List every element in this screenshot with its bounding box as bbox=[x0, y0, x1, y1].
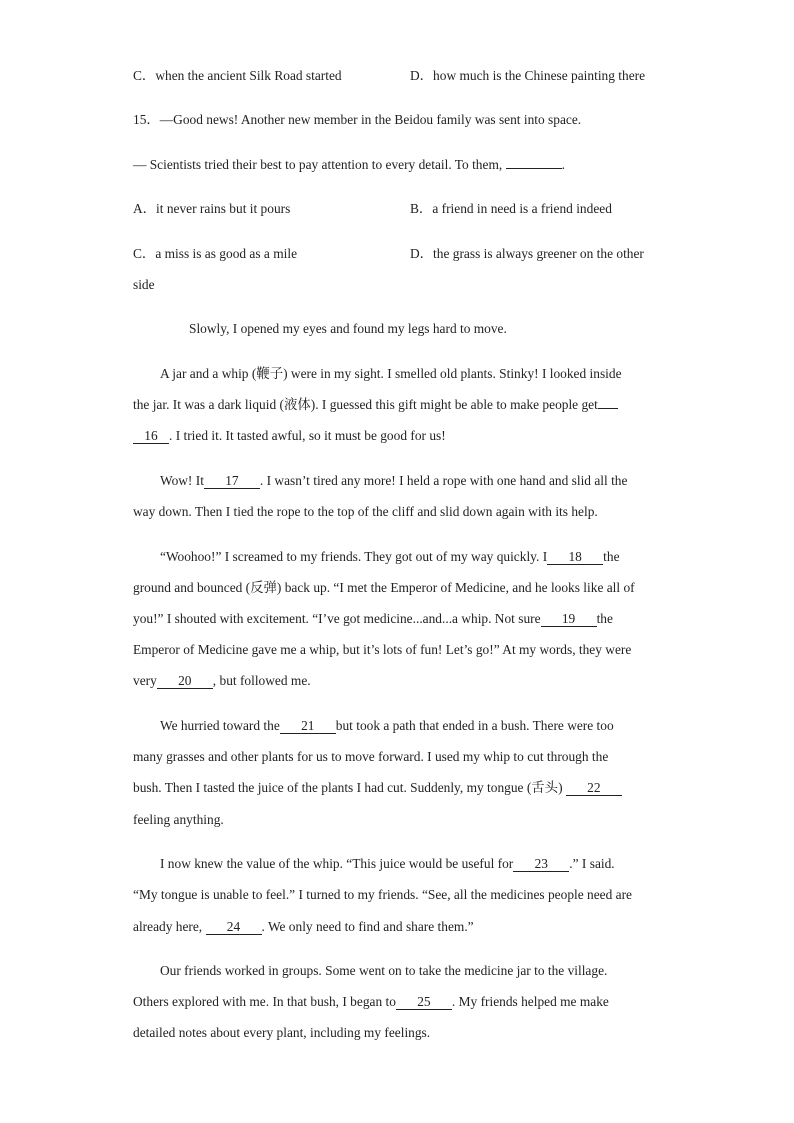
blank-16-lead bbox=[598, 408, 618, 409]
q15-option-d: D．the grass is always greener on the other bbox=[410, 246, 644, 261]
q15-answer-blank bbox=[506, 168, 562, 169]
passage-p4-line-1: “Woohoo!” I screamed to my friends. They got out of my way quickly. I 18 the bbox=[160, 549, 620, 564]
blank-25: 25 bbox=[396, 994, 452, 1010]
passage-p7-line-2: Others explored with me. In that bush, I began to 25 . My friends helped me make bbox=[133, 994, 609, 1009]
passage-p7-line-3: detailed notes about every plant, including my feelings. bbox=[133, 1025, 431, 1040]
passage-p6-line-1: I now knew the value of the whip. “This juice would be useful for 23 .” I said. bbox=[160, 856, 615, 871]
passage-p5-line-2: many grasses and other plants for us to move forward. I used my whip to cut through the bbox=[133, 749, 609, 764]
q15-option-c: C．a miss is as good as a mile bbox=[133, 246, 298, 261]
passage-p4-line-4: Emperor of Medicine gave me a whip, but it’s lots of fun! Let’s go!” At my words, they were bbox=[133, 642, 632, 657]
q15-option-b: B．a friend in need is a friend indeed bbox=[410, 201, 612, 216]
blank-18: 18 bbox=[547, 549, 603, 565]
passage-p5-line-3: bush. Then I tasted the juice of the plants I had cut. Suddenly, my tongue (舌头) 22 bbox=[133, 780, 622, 796]
passage-p6-line-3: already here, 24 . We only need to find and share them.” bbox=[133, 919, 474, 934]
question-14-options-row bbox=[133, 68, 693, 84]
passage-p4-line-5: very 20 , but followed me. bbox=[133, 673, 311, 688]
question-15-stem: 15．—Good news! Another new member in the Beidou family was sent into space. bbox=[133, 112, 582, 127]
passage-p7-line-1: Our friends worked in groups. Some went on to take the medicine jar to the village. bbox=[160, 963, 608, 978]
passage-p5-line-4: feeling anything. bbox=[133, 812, 224, 827]
blank-21: 21 bbox=[280, 718, 336, 734]
q14-option-d: D．how much is the Chinese painting there bbox=[410, 68, 646, 83]
blank-24: 24 bbox=[206, 919, 262, 935]
blank-19: 19 bbox=[541, 611, 597, 627]
passage-p5-line-1: We hurried toward the 21 but took a path that ended in a bush. There were too bbox=[160, 718, 614, 733]
blank-16: 16 bbox=[133, 428, 169, 444]
blank-20: 20 bbox=[157, 673, 213, 689]
q15-option-d-continued: side bbox=[133, 277, 155, 292]
question-15-reply: — Scientists tried their best to pay attention to every detail. To them, . bbox=[133, 157, 565, 172]
q15-options-row-1 bbox=[133, 201, 693, 217]
q15-options-row-2 bbox=[133, 246, 693, 262]
passage-p2-line-1: A jar and a whip (鞭子) were in my sight. I smelled old plants. Stinky! I looked inside bbox=[160, 366, 622, 381]
blank-23: 23 bbox=[513, 856, 569, 872]
passage-p2-line-2: the jar. It was a dark liquid (液体). I guessed this gift might be able to make people get bbox=[133, 397, 618, 413]
q15-option-a: A．it never rains but it pours bbox=[133, 201, 291, 216]
passage-p6-line-2: “My tongue is unable to feel.” I turned to my friends. “See, all the medicines people need are bbox=[133, 887, 632, 902]
passage-p3-line-1: Wow! It 17 . I wasn’t tired any more! I held a rope with one hand and slid all the bbox=[160, 473, 628, 488]
passage-p3-line-2: way down. Then I tied the rope to the top of the cliff and slid down again with its help. bbox=[133, 504, 598, 519]
blank-22: 22 bbox=[566, 780, 622, 796]
passage-p4-line-2: ground and bounced (反弹) back up. “I met the Emperor of Medicine, and he looks like all of bbox=[133, 580, 635, 595]
passage-p2-line-3: 16 . I tried it. It tasted awful, so it must be good for us! bbox=[133, 428, 446, 444]
passage-p4-line-3: you!” I shouted with excitement. “I’ve got medicine...and...a whip. Not sure 19 the bbox=[133, 611, 613, 626]
blank-17: 17 bbox=[204, 473, 260, 489]
passage-paragraph-1: Slowly, I opened my eyes and found my legs hard to move. bbox=[189, 321, 507, 336]
q14-option-c: C．when the ancient Silk Road started bbox=[133, 68, 342, 83]
